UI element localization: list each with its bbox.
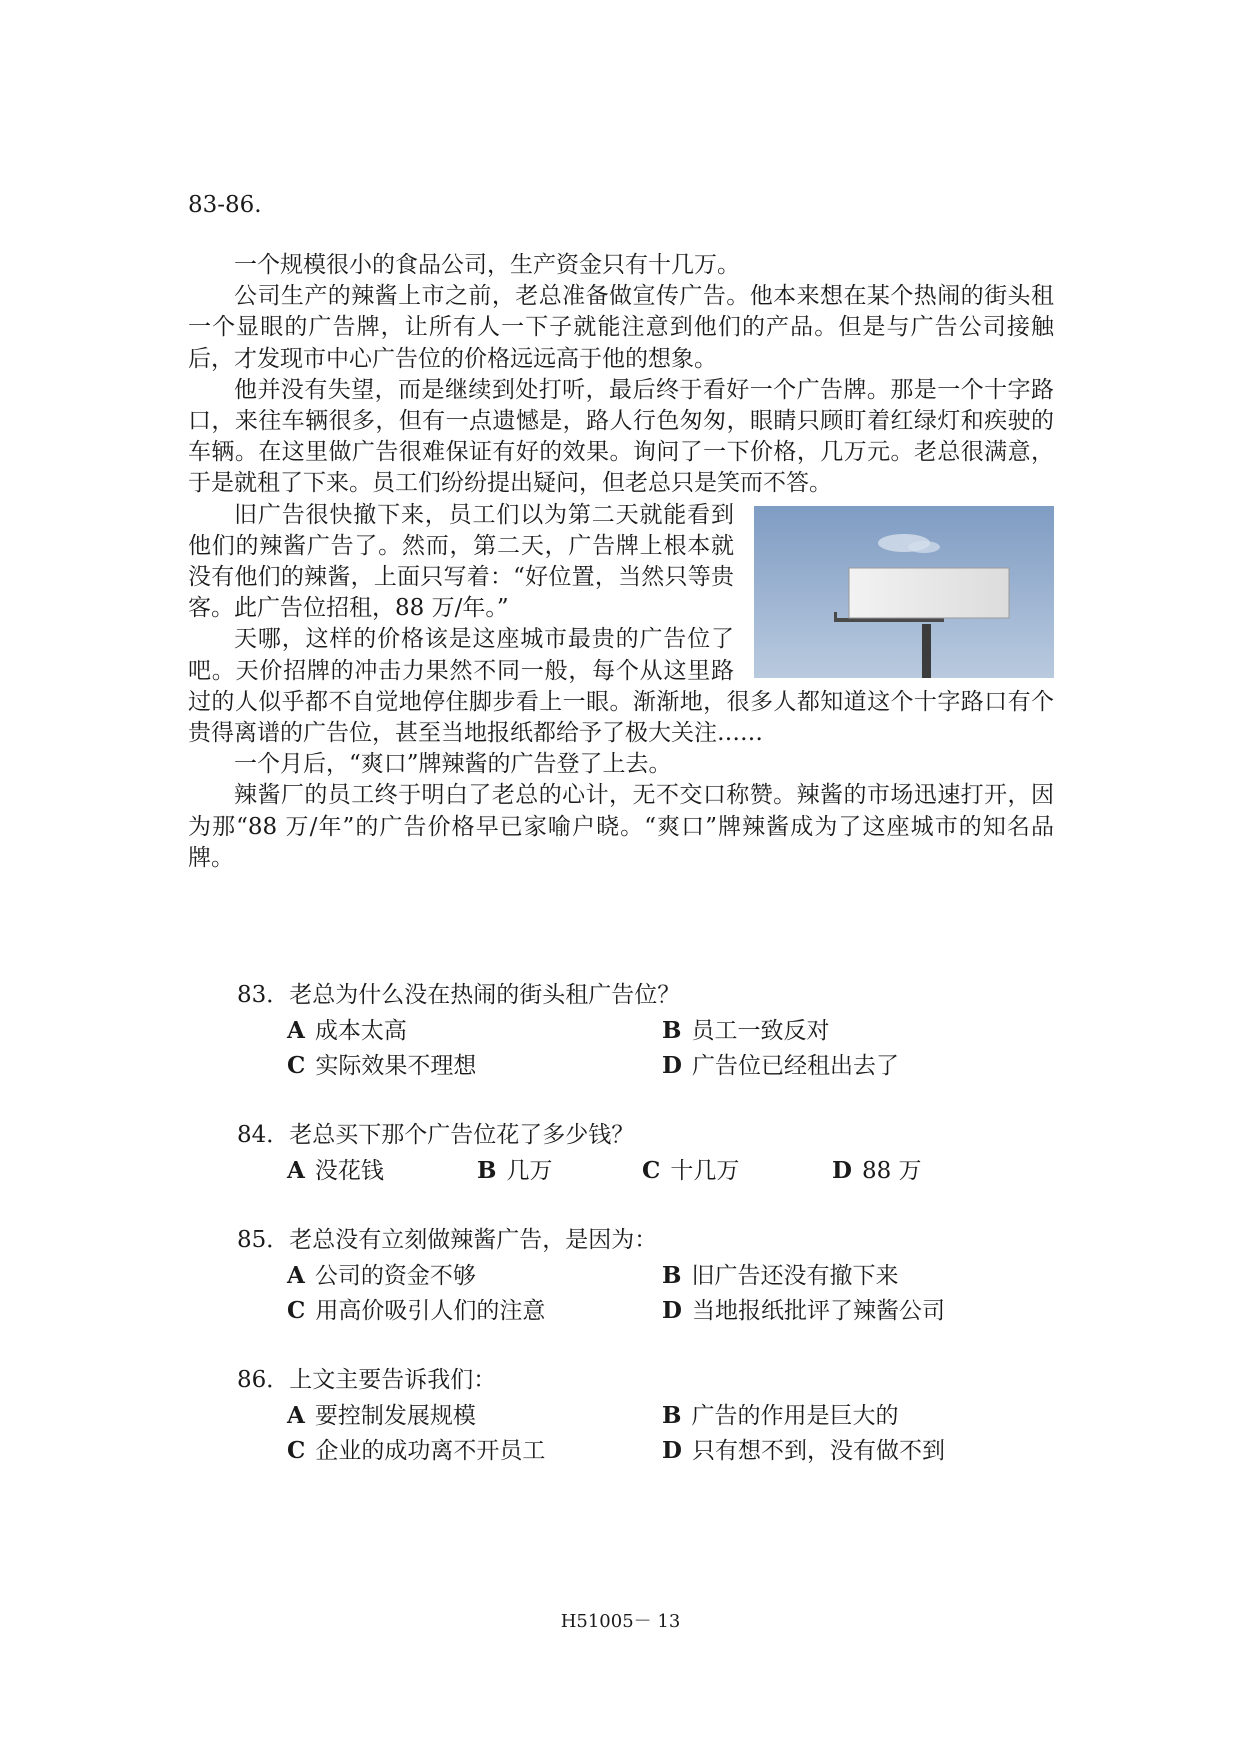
passage-paragraph-1: 一个规模很小的食品公司，生产资金只有十几万。 xyxy=(234,252,740,278)
question-text: 老总为什么没在热闹的街头租广告位？ xyxy=(289,982,681,1008)
passage-paragraph-4: 旧广告很快撤下来，员工们以为第二天就能看到他们的辣酱广告了。然而，第二天，广告牌上根本就没有他们的辣酱，上面只写着：“好位置，当然只等贵客。此广告位招租，88 万/年。” xyxy=(188,501,734,622)
question-86 xyxy=(237,1363,1037,1468)
option-row xyxy=(237,1048,1037,1083)
page-footer: H51005－ 13 xyxy=(560,1611,681,1632)
option-a[interactable]: A 成本太高 xyxy=(287,1017,407,1044)
billboard-panel xyxy=(849,568,1009,618)
option-d[interactable]: D 88 万 xyxy=(832,1157,922,1184)
question-stem xyxy=(237,978,1037,1013)
question-range-label: 83-86. xyxy=(188,192,262,218)
question-85 xyxy=(237,1223,1037,1328)
option-c[interactable]: C 企业的成功离不开员工 xyxy=(287,1437,546,1464)
option-row xyxy=(237,1433,1037,1468)
option-b[interactable]: B 旧广告还没有撤下来 xyxy=(662,1262,899,1289)
billboard-pole xyxy=(922,624,931,678)
option-d[interactable]: D 当地报纸批评了辣酱公司 xyxy=(662,1297,945,1324)
passage-paragraph-7: 辣酱厂的员工终于明白了老总的心计，无不交口称赞。辣酱的市场迅速打开，因为那“88 万/年”的广告价格早已家喻户晓。“爽口”牌辣酱成为了这座城市的知名品牌。 xyxy=(188,782,1054,871)
option-b[interactable]: B 员工一致反对 xyxy=(662,1017,830,1044)
question-number: 83． xyxy=(237,982,290,1008)
passage-paragraph-6: 一个月后，“爽口”牌辣酱的广告登了上去。 xyxy=(234,751,672,778)
question-stem xyxy=(237,1118,1037,1153)
passage-paragraph-5: 天哪，这样的价格该是这座城市最贵的广告位了吧。天价招牌的冲击力果然不同一般，每个从这里路过的人似乎都不自觉地停住脚步看上一眼。渐渐地，很多人都知道这个十字路口有个贵得离谱的广告位，甚至当地报纸都给予了极大关注…… xyxy=(188,626,1054,747)
question-83 xyxy=(237,978,1037,1083)
question-stem xyxy=(237,1363,1037,1398)
option-c[interactable]: C 实际效果不理想 xyxy=(287,1052,477,1079)
question-number: 86． xyxy=(237,1367,290,1393)
option-a[interactable]: A 公司的资金不够 xyxy=(287,1262,476,1289)
option-d[interactable]: D 只有想不到，没有做不到 xyxy=(662,1437,945,1464)
question-text: 老总买下那个广告位花了多少钱？ xyxy=(289,1122,635,1148)
option-row xyxy=(237,1153,1037,1188)
option-c[interactable]: C 用高价吸引人们的注意 xyxy=(287,1297,546,1324)
billboard-photo xyxy=(754,506,1054,678)
question-number: 84． xyxy=(237,1122,290,1148)
reading-passage xyxy=(188,250,1054,874)
option-row xyxy=(237,1013,1037,1048)
option-b[interactable]: B 几万 xyxy=(477,1157,553,1184)
passage-paragraph-2: 公司生产的辣酱上市之前，老总准备做宣传广告。他本来想在某个热闹的街头租一个显眼的广告牌，让所有人一下子就能注意到他们的产品。但是与广告公司接触后，才发现市中心广告位的价格远远高于他的想象。 xyxy=(188,283,1054,372)
passage-paragraph-3: 他并没有失望，而是继续到处打听，最后终于看好一个广告牌。那是一个十字路口，来往车辆很多，但有一点遗憾是，路人行色匆匆，眼睛只顾盯着红绿灯和疾驶的车辆。在这里做广告很难保证有好的效果。询问了一下价格，几万元。老总很满意，于是就租了下来。员工们纷纷提出疑问，但老总只是笑而不答。 xyxy=(188,376,1054,497)
option-row xyxy=(237,1258,1037,1293)
question-number: 85． xyxy=(237,1227,290,1253)
option-c[interactable]: C 十几万 xyxy=(642,1157,740,1184)
option-a[interactable]: A 要控制发展规模 xyxy=(287,1402,476,1429)
option-row xyxy=(237,1293,1037,1328)
option-d[interactable]: D 广告位已经租出去了 xyxy=(662,1052,899,1079)
option-row xyxy=(237,1398,1037,1433)
question-84 xyxy=(237,1118,1037,1188)
option-a[interactable]: A 没花钱 xyxy=(287,1157,384,1184)
question-text: 上文主要告诉我们： xyxy=(289,1367,497,1393)
option-b[interactable]: B 广告的作用是巨大的 xyxy=(662,1402,899,1429)
question-text: 老总没有立刻做辣酱广告，是因为： xyxy=(289,1227,658,1253)
question-stem xyxy=(237,1223,1037,1258)
